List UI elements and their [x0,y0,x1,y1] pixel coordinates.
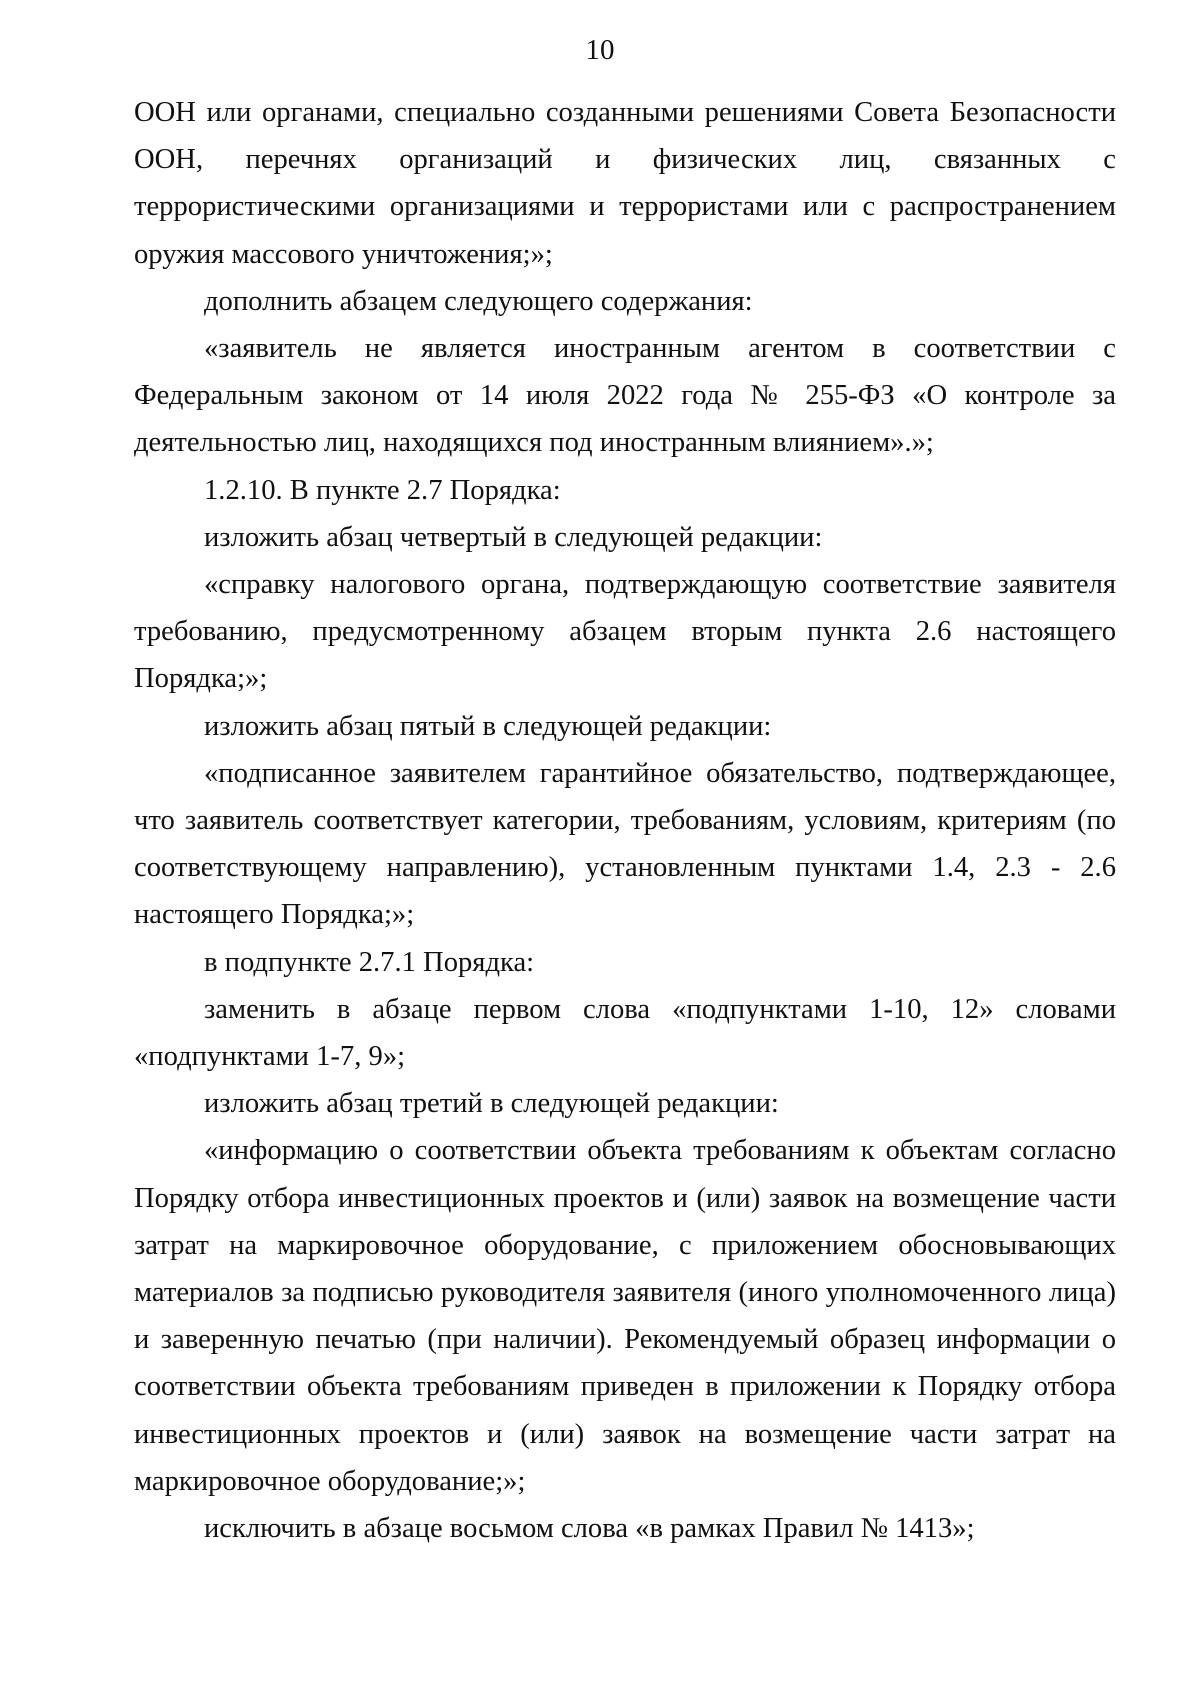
paragraph-fifth-clause-edit: изложить абзац пятый в следующей редакции: [204,710,772,742]
page-number: 10 [585,34,615,66]
paragraph-foreign-agent: «заявитель не является иностранным агентом в соответствии с Федеральным законом от 14 июля 2022 года № 255-ФЗ «О контроле за деятельностью лиц, находящихся под иностранным влиянием».»; [134,333,1116,459]
paragraph-item-1-2-10: 1.2.10. В пункте 2.7 Порядка: [204,474,561,506]
paragraph-object-compliance: «информацию о соответствии объекта требованиям к объектам согласно Порядку отбора инвестиционных проектов и (или) заявок на возмещение части затрат на маркировочное оборудование, с приложением обосновывающих материалов за подписью руководителя заявителя (иного уполномоченного лица) и заверенную печатью (при наличии). Рекомендуемый образец информации о соответствии объекта требованиям приведен в приложении к Порядку отбора инвестиционных проектов и (или) заявок на возмещение части затрат на маркировочное оборудование;»; [134,1135,1116,1497]
paragraph-subitem-2-7-1: в подпункте 2.7.1 Порядка: [204,946,535,978]
paragraph-add-clause: дополнить абзацем следующего содержания: [204,285,753,317]
paragraph-guarantee-obligation: «подписанное заявителем гарантийное обязательство, подтверждающее, что заявитель соответствует категории, требованиям, условиям, критериям (по соответствующему направлению), установленным пунктами 1.4, 2.3 - 2.6 настоящего Порядка;»; [134,757,1116,931]
document-body [134,89,1116,1552]
paragraph-fourth-clause-edit: изложить абзац четвертый в следующей редакции: [204,521,823,553]
paragraph-third-clause-edit: изложить абзац третий в следующей редакции: [204,1088,779,1120]
paragraph-exclude-words: исключить в абзаце восьмом слова «в рамках Правил № 1413»; [204,1513,975,1545]
paragraph-replace-words: заменить в абзаце первом слова «подпунктами 1-10, 12» словами «подпунктами 1-7, 9»; [134,993,1116,1073]
paragraph-continuation: ООН или органами, специально созданными решениями Совета Безопасности ООН, перечнях организаций и физических лиц, связанных с террористическими организациями и террористами или с распространением оружия массового уничтожения;»; [134,97,1116,270]
paragraph-tax-certificate: «справку налогового органа, подтверждающую соответствие заявителя требованию, предусмотренному абзацем вторым пункта 2.6 настоящего Порядка;»; [134,569,1116,695]
